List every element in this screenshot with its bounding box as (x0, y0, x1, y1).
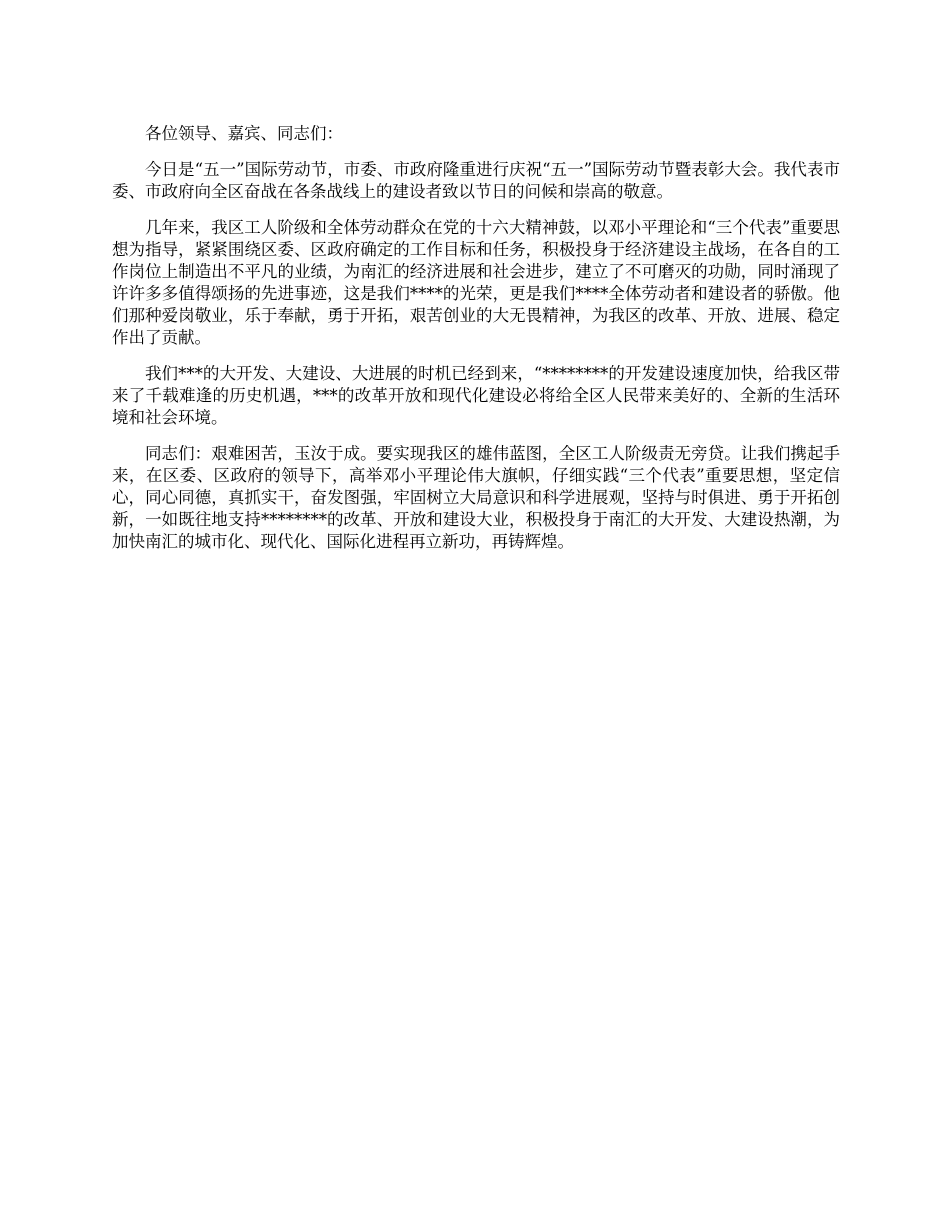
greeting-line: 各位领导、嘉宾、同志们： (145, 124, 343, 143)
paragraph-1: 今日是“五一”国际劳动节，市委、市政府隆重进行庆祝“五一”国际劳动节暨表彰大会。我代表市委、市政府向全区奋战在各条战线上的建设者致以节日的问候和崇高的敬意。 (112, 160, 840, 201)
paragraph-3: 我们***的大开发、大建设、大进展的时机已经到来，“********的开发建设速度加快，给我区带来了千载难逢的历史机遇，***的改革开放和现代化建设必将给全区人民带来美好的、全新的生活环境和社会环境。 (112, 364, 840, 427)
paragraph-4: 同志们：艰难困苦，玉汝于成。要实现我区的雄伟蓝图，全区工人阶级责无旁贷。让我们携起手来，在区委、区政府的领导下，高举邓小平理论伟大旗帜，仔细实践“三个代表”重要思想，坚定信心，同心同德，真抓实干，奋发图强，牢固树立大局意识和科学进展观，坚持与时俱进、勇于开拓创新，一如既往地支持********的改革、开放和建设大业，积极投身于南汇的大开发、大建设热潮，为加快南汇的城市化、现代化、国际化进程再立新功，再铸辉煌。 (112, 444, 840, 551)
paragraph-2: 几年来，我区工人阶级和全体劳动群众在党的十六大精神鼓，以邓小平理论和“三个代表”重要思想为指导，紧紧围绕区委、区政府确定的工作目标和任务，积极投身于经济建设主战场，在各自的工作岗位上制造出不平凡的业绩，为南汇的经济进展和社会进步，建立了不可磨灭的功勋，同时涌现了许许多多值得颂扬的先进事迹，这是我们****的光荣，更是我们****全体劳动者和建设者的骄傲。他们那种爱岗敬业，乐于奉献，勇于开拓，艰苦创业的大无畏精神，为我区的改革、开放、进展、稳定作出了贡献。 (112, 218, 840, 347)
speech-body (112, 123, 840, 567)
